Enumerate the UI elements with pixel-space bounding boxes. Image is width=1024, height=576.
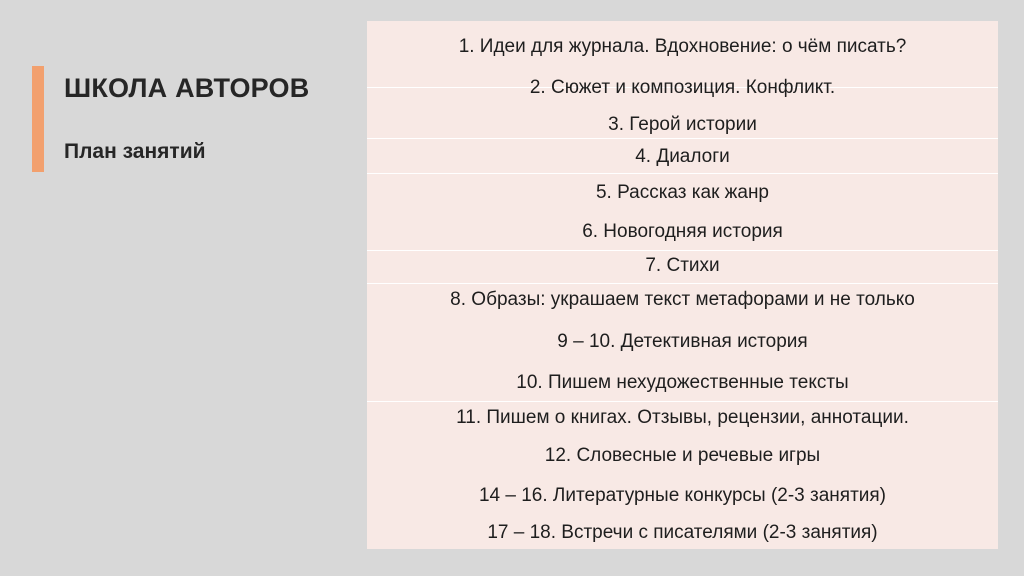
plan-item: 11. Пишем о книгах. Отзывы, рецензии, аннотации.	[456, 407, 909, 428]
plan-item: 6. Новогодняя история	[582, 221, 783, 242]
plan-item: 12. Словесные и речевые игры	[544, 445, 821, 466]
plan-item: 10. Пишем нехудожественные тексты	[516, 372, 849, 393]
plan-item: 7. Стихи	[645, 255, 720, 276]
page-title: ШКОЛА АВТОРОВ	[64, 73, 310, 103]
plan-item: 3. Герой истории	[608, 114, 757, 135]
plan-item: 17 – 18. Встречи с писателями (2-3 занятия)	[487, 522, 878, 543]
plan-item: 1. Идеи для журнала. Вдохновение: о чём писать?	[458, 36, 907, 57]
plan-item: 9 – 10. Детективная история	[557, 331, 808, 352]
plan-item: 2. Сюжет и композиция. Конфликт.	[529, 77, 836, 98]
accent-bar	[32, 66, 44, 172]
plan-item: 5. Рассказ как жанр	[595, 182, 770, 203]
plan-item: 4. Диалоги	[635, 146, 730, 167]
row-divider	[367, 250, 998, 251]
row-divider	[367, 173, 998, 174]
lesson-plan-table	[367, 21, 998, 549]
plan-item: 14 – 16. Литературные конкурсы (2-3 занятия)	[478, 485, 887, 506]
row-divider	[367, 283, 998, 284]
page-subtitle: План занятий	[64, 140, 206, 163]
row-divider	[367, 401, 998, 402]
plan-item: 8. Образы: украшаем текст метафорами и не только	[450, 289, 915, 310]
row-divider	[367, 138, 998, 139]
